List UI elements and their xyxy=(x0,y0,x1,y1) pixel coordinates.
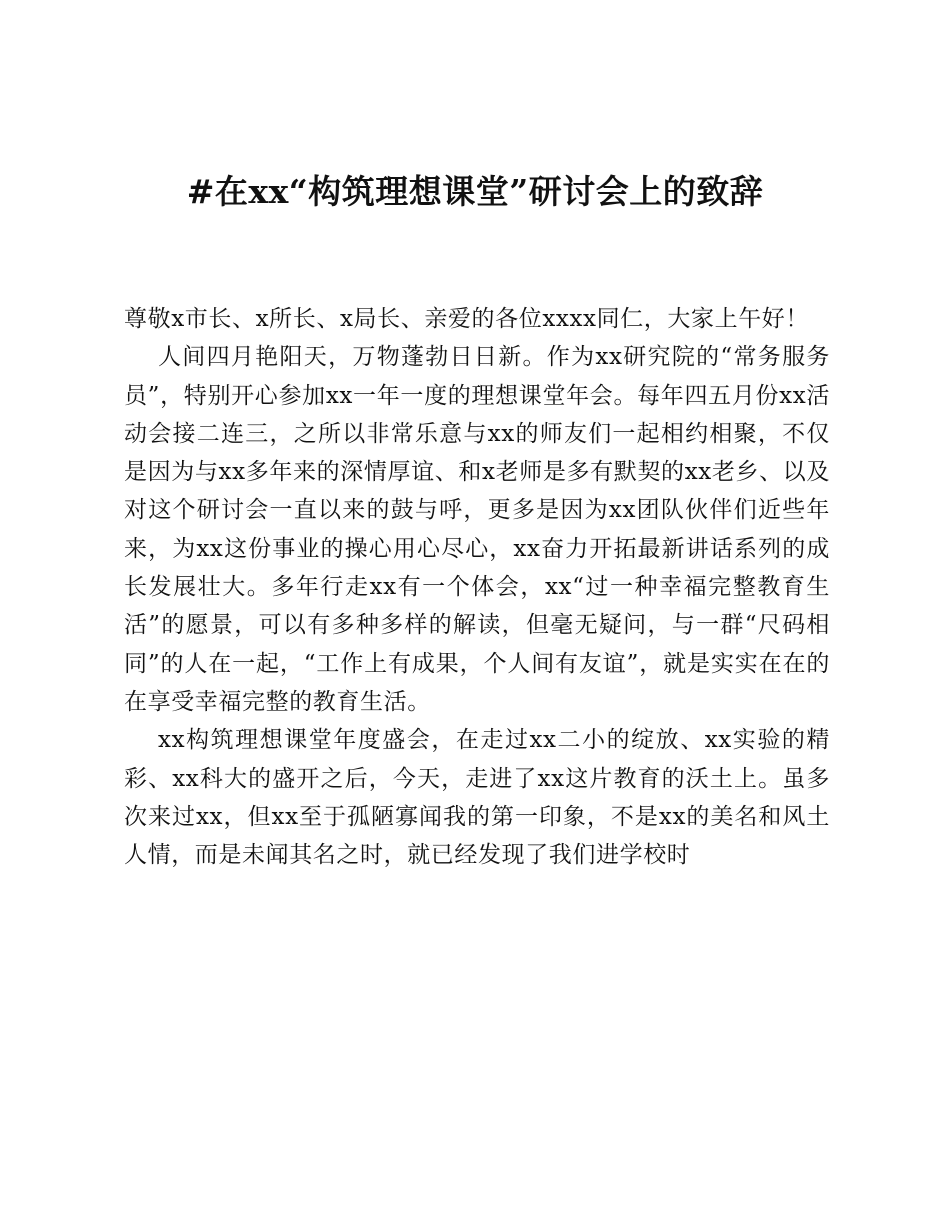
paragraph-opening: 人间四月艳阳天，万物蓬勃日日新。作为xx研究院的“常务服务员”，特别开心参加xx一年一度的理想课堂年会。每年四五月份xx活动会接二连三，之所以非常乐意与xx的师友们一起相约相聚，不仅是因为与xx多年来的深情厚谊、和x老师是多有默契的xx老乡、以及对这个研讨会一直以来的鼓与呼，更多是因为xx团队伙伴们近些年来，为xx这份事业的操心用心尽心，xx奋力开拓最新讲话系列的成长发展壮大。多年行走xx有一个体会，xx“过一种幸福完整教育生活”的愿景，可以有多种多样的解读，但毫无疑问，与一群“尺码相同”的人在一起，“工作上有成果，个人间有友谊”，就是实实在在的在享受幸福完整的教育生活。 xyxy=(124,344,830,715)
paragraph-conference: xx构筑理想课堂年度盛会，在走过xx二小的绽放、xx实验的精彩、xx科大的盛开之后，今天，走进了xx这片教育的沃土上。虽多次来过xx，但xx至于孤陋寡闻我的第一印象，不是xx的美名和风土人情，而是未闻其名之时，就已经发现了我们进学校时 xyxy=(124,727,830,869)
paragraph-greeting: 尊敬x市长、x所长、x局长、亲爱的各位xxxx同仁，大家上午好！ xyxy=(124,306,809,332)
document-title: #在xx“构筑理想课堂”研讨会上的致辞 xyxy=(186,172,764,211)
document-body xyxy=(124,300,830,874)
